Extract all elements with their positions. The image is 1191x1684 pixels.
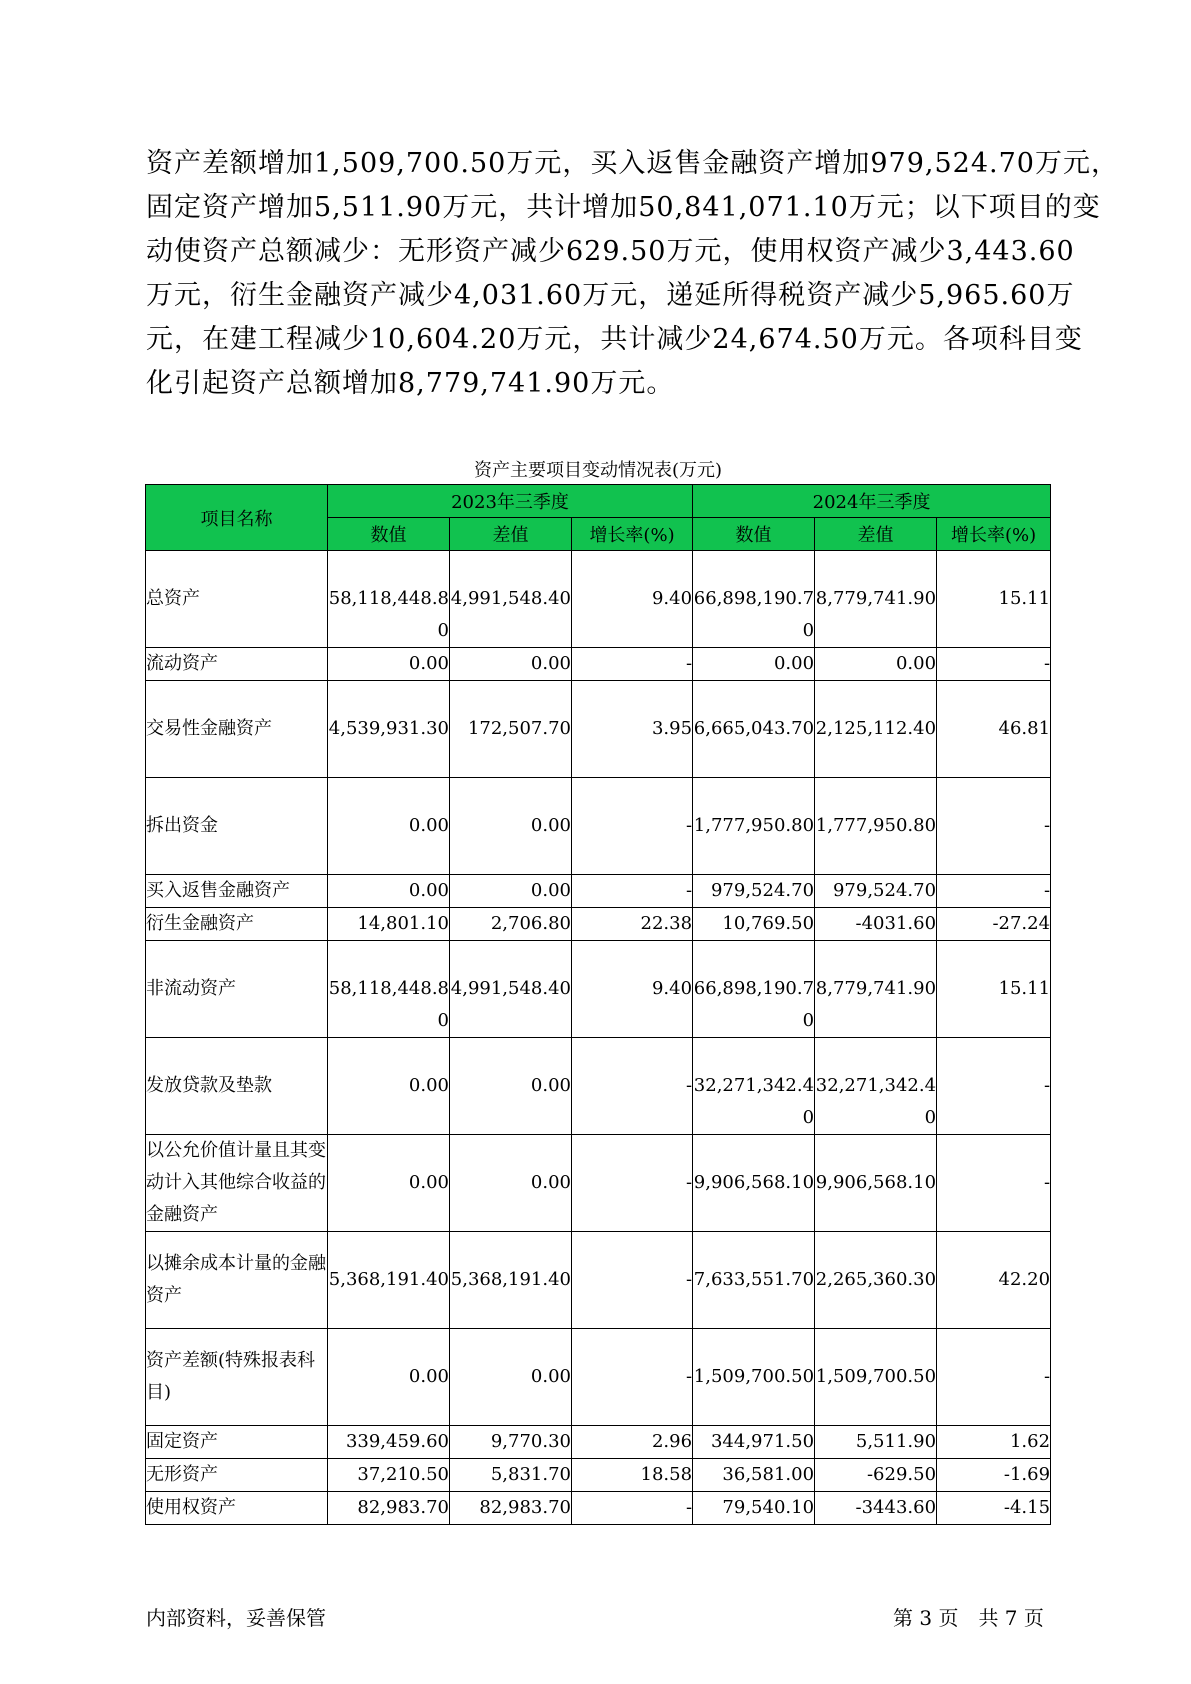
cell-diff-2023: 82,983.70 — [450, 1492, 572, 1525]
cell-diff-2024: 2,265,360.30 — [815, 1232, 937, 1329]
cell-value-2024: 1,509,700.50 — [693, 1329, 815, 1426]
cell-growth-2023: - — [572, 1038, 693, 1135]
header-item-name: 项目名称 — [146, 485, 328, 551]
cell-growth-2024: -4.15 — [937, 1492, 1051, 1525]
row-item-name: 拆出资金 — [146, 778, 328, 875]
cell-value-2024: 0.00 — [693, 648, 815, 681]
cell-growth-2023: 22.38 — [572, 908, 693, 941]
cell-value-2024: 10,769.50 — [693, 908, 815, 941]
paragraph-line: 元，在建工程减少10,604.20万元，共计减少24,674.50万元。各项科目变 — [146, 324, 1083, 355]
row-item-name: 买入返售金融资产 — [146, 875, 328, 908]
row-item-name: 流动资产 — [146, 648, 328, 681]
table-row — [146, 1329, 1051, 1426]
cell-value-2023: 0.00 — [328, 875, 450, 908]
cell-diff-2024: 32,271,342.40 — [815, 1038, 937, 1135]
row-item-name: 使用权资产 — [146, 1492, 328, 1525]
cell-value-2024: 7,633,551.70 — [693, 1232, 815, 1329]
row-item-name: 非流动资产 — [146, 941, 328, 1038]
table-row — [146, 648, 1051, 681]
cell-diff-2023: 5,831.70 — [450, 1459, 572, 1492]
header-diff-2024: 差值 — [815, 518, 937, 551]
cell-value-2023: 4,539,931.30 — [328, 681, 450, 778]
cell-growth-2023: 9.40 — [572, 551, 693, 648]
header-growth-2024: 增长率(%) — [937, 518, 1051, 551]
cell-value-2024: 36,581.00 — [693, 1459, 815, 1492]
cell-growth-2024: 15.11 — [937, 551, 1051, 648]
cell-growth-2023: - — [572, 1329, 693, 1426]
cell-growth-2024: 15.11 — [937, 941, 1051, 1038]
cell-growth-2024: -1.69 — [937, 1459, 1051, 1492]
cell-growth-2024: 1.62 — [937, 1426, 1051, 1459]
cell-growth-2023: 3.95 — [572, 681, 693, 778]
table-body — [146, 551, 1051, 1525]
cell-growth-2024: - — [937, 1329, 1051, 1426]
row-item-name: 衍生金融资产 — [146, 908, 328, 941]
paragraph-line: 资产差额增加1,509,700.50万元，买入返售金融资产增加979,524.70万元， — [146, 148, 1119, 179]
cell-diff-2024: -4031.60 — [815, 908, 937, 941]
table-row — [146, 908, 1051, 941]
row-item-name: 无形资产 — [146, 1459, 328, 1492]
cell-diff-2023: 2,706.80 — [450, 908, 572, 941]
header-period-2023: 2023年三季度 — [328, 485, 693, 518]
header-value-2023: 数值 — [328, 518, 450, 551]
cell-value-2023: 82,983.70 — [328, 1492, 450, 1525]
header-period-2024: 2024年三季度 — [693, 485, 1051, 518]
cell-value-2023: 58,118,448.80 — [328, 941, 450, 1038]
body-paragraph — [146, 142, 1119, 406]
cell-growth-2024: - — [937, 648, 1051, 681]
cell-diff-2024: 1,509,700.50 — [815, 1329, 937, 1426]
cell-diff-2024: -629.50 — [815, 1459, 937, 1492]
cell-diff-2024: 1,777,950.80 — [815, 778, 937, 875]
cell-growth-2024: 46.81 — [937, 681, 1051, 778]
cell-value-2023: 0.00 — [328, 1135, 450, 1232]
cell-growth-2024: - — [937, 778, 1051, 875]
table-row — [146, 681, 1051, 778]
cell-diff-2024: 8,779,741.90 — [815, 551, 937, 648]
table-row — [146, 551, 1051, 648]
cell-value-2024: 9,906,568.10 — [693, 1135, 815, 1232]
cell-growth-2023: - — [572, 1135, 693, 1232]
footer-page-number: 第 3 页 共 7 页 — [893, 1606, 1044, 1630]
cell-diff-2024: -3443.60 — [815, 1492, 937, 1525]
paragraph-line: 化引起资产总额增加8,779,741.90万元。 — [146, 368, 675, 399]
cell-diff-2023: 4,991,548.40 — [450, 551, 572, 648]
paragraph-line: 万元，衍生金融资产减少4,031.60万元，递延所得税资产减少5,965.60万 — [146, 280, 1075, 311]
cell-diff-2023: 0.00 — [450, 778, 572, 875]
row-item-name: 固定资产 — [146, 1426, 328, 1459]
cell-diff-2023: 0.00 — [450, 875, 572, 908]
cell-growth-2024: - — [937, 1135, 1051, 1232]
cell-diff-2023: 9,770.30 — [450, 1426, 572, 1459]
cell-growth-2023: - — [572, 1492, 693, 1525]
table-row — [146, 1459, 1051, 1492]
cell-value-2023: 0.00 — [328, 1038, 450, 1135]
row-item-name: 交易性金融资产 — [146, 681, 328, 778]
paragraph-line: 固定资产增加5,511.90万元，共计增加50,841,071.10万元；以下项目的变 — [146, 192, 1101, 223]
cell-value-2024: 6,665,043.70 — [693, 681, 815, 778]
cell-diff-2023: 172,507.70 — [450, 681, 572, 778]
header-diff-2023: 差值 — [450, 518, 572, 551]
header-value-2024: 数值 — [693, 518, 815, 551]
cell-value-2023: 0.00 — [328, 778, 450, 875]
cell-growth-2023: - — [572, 875, 693, 908]
table-row — [146, 1135, 1051, 1232]
header-growth-2023: 增长率(%) — [572, 518, 693, 551]
cell-diff-2023: 4,991,548.40 — [450, 941, 572, 1038]
row-item-name: 总资产 — [146, 551, 328, 648]
table-caption: 资产主要项目变动情况表(万元) — [473, 460, 723, 481]
cell-value-2023: 58,118,448.80 — [328, 551, 450, 648]
cell-growth-2023: 2.96 — [572, 1426, 693, 1459]
row-item-name: 发放贷款及垫款 — [146, 1038, 328, 1135]
table-row — [146, 1232, 1051, 1329]
cell-value-2024: 66,898,190.70 — [693, 551, 815, 648]
table-row — [146, 875, 1051, 908]
table-row — [146, 1426, 1051, 1459]
row-item-name: 以公允价值计量且其变动计入其他综合收益的金融资产 — [146, 1135, 328, 1232]
cell-diff-2023: 0.00 — [450, 648, 572, 681]
cell-diff-2024: 0.00 — [815, 648, 937, 681]
cell-value-2024: 66,898,190.70 — [693, 941, 815, 1038]
cell-value-2024: 32,271,342.40 — [693, 1038, 815, 1135]
cell-growth-2024: - — [937, 1038, 1051, 1135]
cell-value-2024: 1,777,950.80 — [693, 778, 815, 875]
cell-value-2024: 344,971.50 — [693, 1426, 815, 1459]
table-row — [146, 1492, 1051, 1525]
cell-diff-2024: 5,511.90 — [815, 1426, 937, 1459]
footer-confidential: 内部资料，妥善保管 — [146, 1606, 326, 1630]
cell-diff-2023: 0.00 — [450, 1329, 572, 1426]
cell-value-2023: 37,210.50 — [328, 1459, 450, 1492]
cell-value-2023: 0.00 — [328, 1329, 450, 1426]
cell-growth-2024: - — [937, 875, 1051, 908]
cell-growth-2024: -27.24 — [937, 908, 1051, 941]
table-row — [146, 941, 1051, 1038]
cell-value-2024: 79,540.10 — [693, 1492, 815, 1525]
cell-growth-2023: 18.58 — [572, 1459, 693, 1492]
cell-growth-2024: 42.20 — [937, 1232, 1051, 1329]
cell-growth-2023: - — [572, 1232, 693, 1329]
cell-diff-2024: 2,125,112.40 — [815, 681, 937, 778]
table-row — [146, 1038, 1051, 1135]
cell-growth-2023: - — [572, 778, 693, 875]
cell-diff-2023: 0.00 — [450, 1135, 572, 1232]
table-row — [146, 778, 1051, 875]
cell-diff-2024: 979,524.70 — [815, 875, 937, 908]
cell-value-2023: 14,801.10 — [328, 908, 450, 941]
row-item-name: 以摊余成本计量的金融资产 — [146, 1232, 328, 1329]
cell-diff-2023: 0.00 — [450, 1038, 572, 1135]
cell-value-2024: 979,524.70 — [693, 875, 815, 908]
cell-diff-2023: 5,368,191.40 — [450, 1232, 572, 1329]
cell-growth-2023: - — [572, 648, 693, 681]
cell-growth-2023: 9.40 — [572, 941, 693, 1038]
cell-value-2023: 0.00 — [328, 648, 450, 681]
cell-diff-2024: 8,779,741.90 — [815, 941, 937, 1038]
row-item-name: 资产差额(特殊报表科目) — [146, 1329, 328, 1426]
cell-value-2023: 5,368,191.40 — [328, 1232, 450, 1329]
paragraph-line: 动使资产总额减少：无形资产减少629.50万元，使用权资产减少3,443.60 — [146, 236, 1075, 267]
asset-change-table — [145, 484, 1051, 1525]
cell-value-2023: 339,459.60 — [328, 1426, 450, 1459]
cell-diff-2024: 9,906,568.10 — [815, 1135, 937, 1232]
